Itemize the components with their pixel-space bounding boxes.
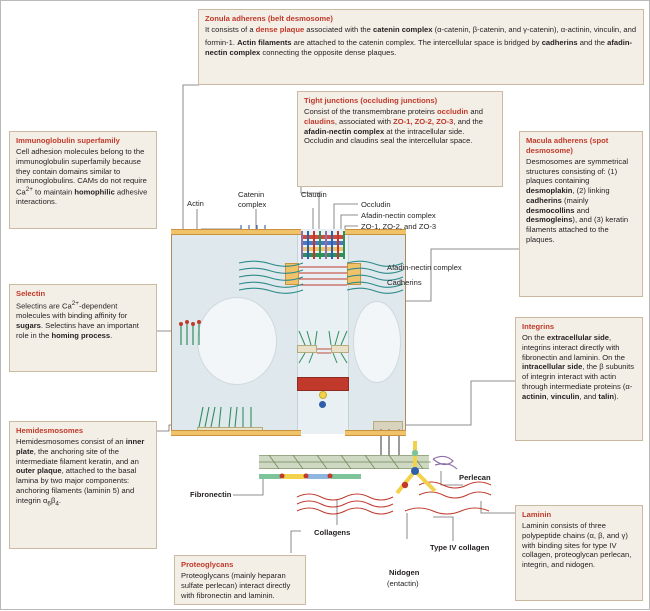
label-occludin: Occludin [361,200,391,209]
callout-laminin-title: Laminin [522,510,552,519]
callout-tight-junctions-body: Consist of the transmembrane proteins occludin and claudins, associated with ZO-1, ZO-2, ZO-3, and the afadin-nectin complex at the intracellular side. Occludin and claudins seal the intercellular space. [304,107,483,146]
callout-tight-junctions-title: Tight junctions (occluding junctions) [304,96,438,105]
callout-tight-junctions [297,91,503,187]
callout-zonula-body: It consists of a dense plaque associated with the catenin complex (α-catenin, β-catenin, and γ-catenin), α-actinin, vinculin, and formin-1. Actin filaments are attached to the catenin complex. The intercellular space is bridged by cadherins and the afadin-nectin complex connecting the opposite dense plaques. [205,25,637,57]
label-afadin-nectin-complex-top: Afadin-nectin complex [361,211,436,220]
ion-dot [319,401,326,408]
callout-hemidesmosomes [9,421,157,549]
callout-integrins-title: Integrins [522,322,555,331]
apical-membrane-left [171,229,301,235]
desmosome-keratin-filaments [297,331,349,363]
fibronectin-chain [259,469,363,483]
callout-hemidesmosomes-body: Hemidesmosomes consist of an inner plate, the anchoring site of the intermediate filament keratin, and an outer plaque, attached to the basal lamina by two major components: anchoring filaments (laminin 5) and integrin $\alpha_6\beta_4$. [16,437,145,508]
callout-laminin-body: Laminin consists of three polypeptide chains (α, β, and γ) with binding sites for type IV collagen, proteoglycan perlecan, integrin, and nidogen. [522,521,632,570]
label-zo-proteins: ZO-1, ZO-2, and ZO-3 [361,222,437,231]
label-collagens: Collagens [314,528,351,537]
callout-integrins-body: On the extracellular side, integrins interact directly with fibronectin and laminin. On the intracellular side, the β subunits of integrin interact with actin through intermediate proteins (α-actinin, vinculin, and talin). [522,333,635,401]
label-catenin-complex-line2: complex [238,200,267,209]
callout-immunoglobulin-body: Cell adhesion molecules belong to the immunoglobulin superfamily because they contain domains similar to immunoglobulins. CAMs do not require $Ca^{2+}$ to maintain homophilic adhesive interactions. [16,147,148,207]
callout-selectin-body: Selectins are $Ca^{2+}$-dependent molecules with binding affinity for sugars. Selectins have an important role in the homing process. [16,300,139,340]
callout-proteoglycans-body: Proteoglycans (mainly heparan sulfate perlecan) interact directly with fibronectin and laminin. [181,571,291,600]
gap-junction-connexons [297,377,349,391]
label-claudin: Claudin [301,190,327,199]
callout-immunoglobulin-superfamily [9,131,157,229]
label-fibronectin: Fibronectin [190,490,232,499]
label-cadherins: Cadherins [387,278,422,287]
label-afadin-nectin-complex: Afadin-nectin complex [387,263,462,272]
label-catenin-complex-line1: Catenin [238,190,265,199]
label-actin: Actin [187,199,204,208]
signal-molecule [319,391,327,399]
callout-zonula-adherens [198,9,644,85]
callout-macula-body: Desmosomes are symmetrical structures consisting of: (1) plaques containing desmoplakin, (2) linking cadherins (mainly desmocollins and desmogleins), and (3) keratin filaments attached to the plaques. [526,156,629,244]
callout-zonula-title: Zonula adherens (belt desmosome) [205,14,333,23]
callout-proteoglycans-title: Proteoglycans [181,560,234,569]
label-nidogen: Nidogen [389,568,420,577]
callout-selectin-title: Selectin [16,289,46,298]
nucleus-left [197,297,277,385]
selectin-molecules [177,319,203,345]
actin-filaments-left [239,259,303,293]
callout-hemidesmosomes-title: Hemidesmosomes [16,426,84,435]
nucleus-right [353,301,401,383]
occludin-claudin-pegs [297,231,353,261]
label-nidogen-alt: (entactin) [387,579,419,588]
callout-selectin [9,284,157,372]
collagen-fibrils [297,491,393,515]
label-perlecan: Perlecan [459,473,491,482]
callout-macula-title: Macula adherens (spot desmosome) [526,136,609,155]
callout-macula-adherens [519,131,643,297]
callout-proteoglycans [174,555,306,605]
cadherin-bridges [299,263,347,287]
callout-integrins [515,317,643,441]
basal-membrane-right [345,430,406,436]
callout-laminin [515,505,643,601]
callout-immunoglobulin-title: Immunoglobulin superfamily [16,136,120,145]
basal-membrane-left [171,430,301,436]
label-type-iv-collagen: Type IV collagen [430,543,490,552]
